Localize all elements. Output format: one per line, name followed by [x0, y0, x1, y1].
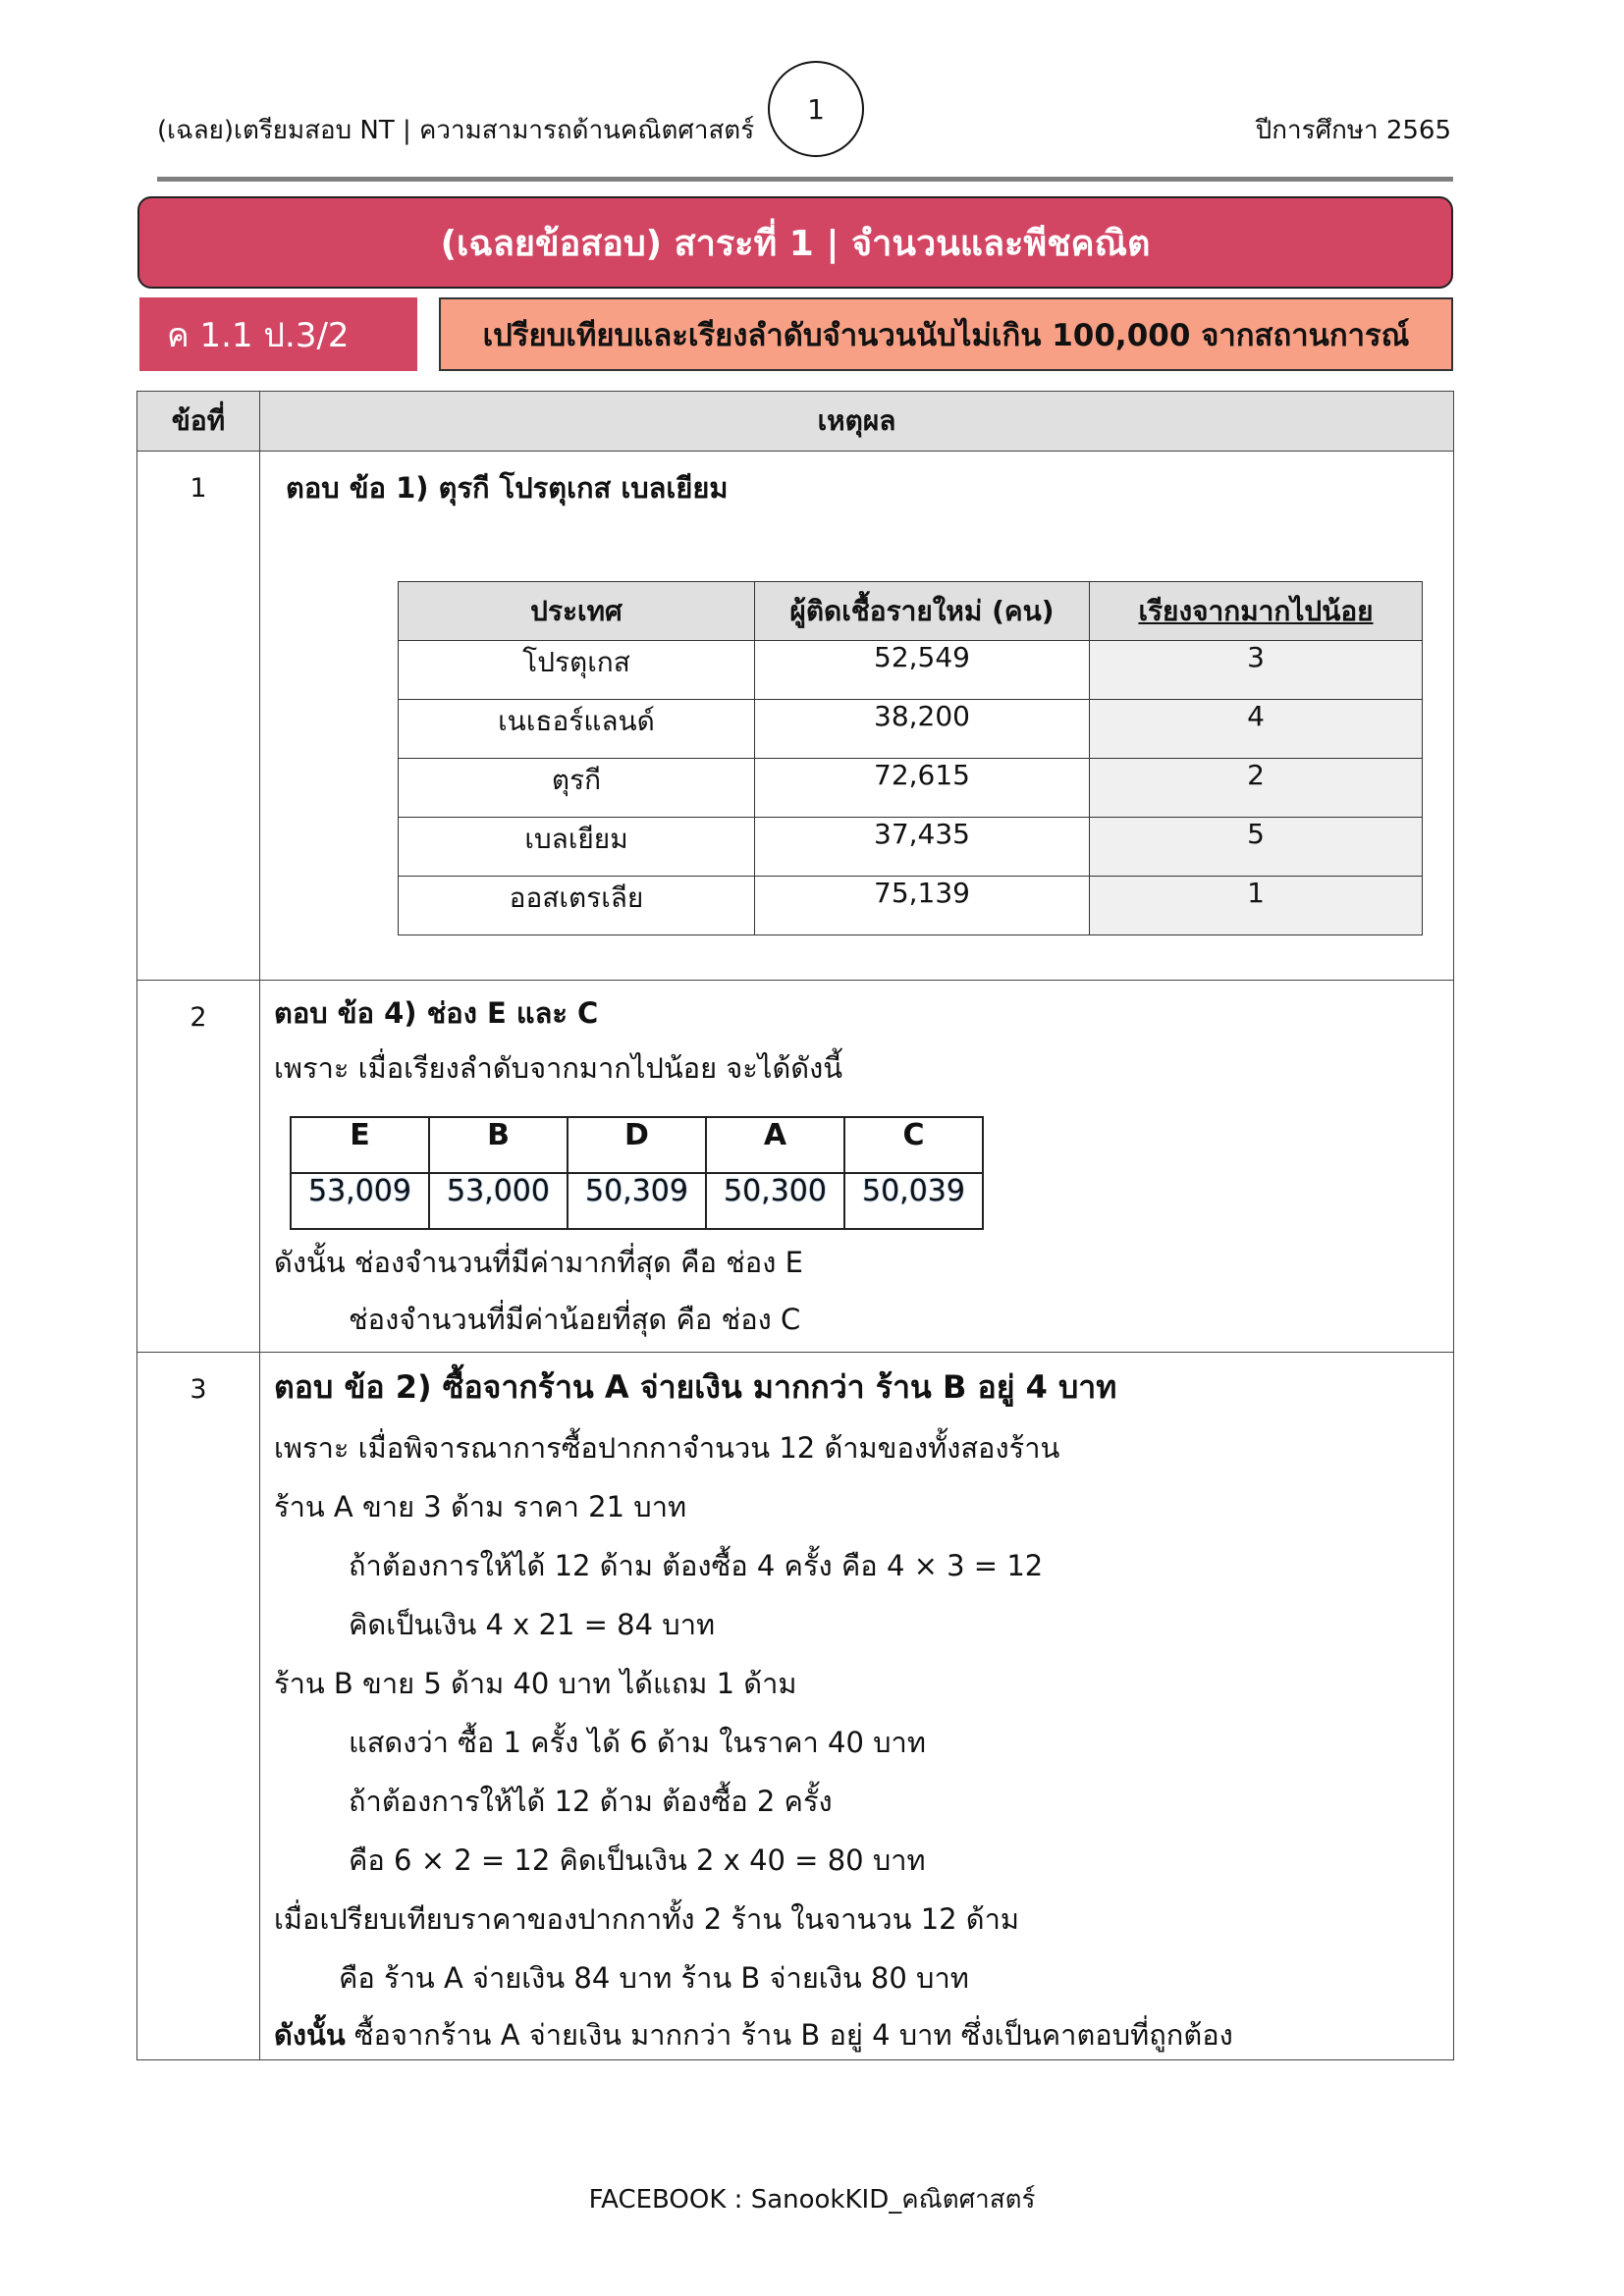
box-value: 53,009	[291, 1173, 429, 1229]
q3-line: แสดงว่า ซื้อ 1 ครั้ง ได้ 6 ด้าม ในราคา 40 บาท	[349, 1726, 926, 1759]
box-letter: A	[706, 1117, 844, 1173]
footer-text: FACEBOOK : SanookKID_คณิตศาสตร์	[588, 2185, 1036, 2215]
q2-answer: ตอบ ข้อ 4) ช่อง E และ C	[274, 996, 599, 1030]
q2-conclusion-2: ช่องจำนวนที่มีค่าน้อยที่สุด คือ ช่อง C	[349, 1303, 801, 1336]
item-number: 3	[189, 1374, 207, 1405]
box-value: 50,039	[844, 1173, 983, 1229]
cases-cell: 75,139	[755, 877, 1090, 935]
country-cell: โปรตุเกส	[399, 641, 755, 700]
q3-line: คือ 6 × 2 = 12 คิดเป็นเงิน 2 x 40 = 80 บาท	[349, 1843, 926, 1877]
header-left-text: (เฉลย)เตรียมสอบ NT | ความสามารถด้านคณิตศาสตร์	[157, 116, 755, 145]
answer-table-header	[137, 392, 1454, 452]
item-number: 1	[189, 473, 207, 504]
rank-cell: 5	[1090, 818, 1423, 877]
q3-final	[274, 2012, 1233, 2057]
header-divider	[157, 177, 1453, 182]
standard-code: ค 1.1 ป.3/2	[139, 297, 417, 371]
table-row	[399, 759, 1423, 818]
rank-cell: 1	[1090, 877, 1423, 935]
item-number-cell	[137, 1353, 260, 2060]
table-row-q3	[137, 1353, 1454, 2060]
box-value: 53,000	[429, 1173, 568, 1229]
country-cell: ตุรกี	[399, 759, 755, 818]
cases-cell: 52,549	[755, 641, 1090, 700]
box-letter: D	[568, 1117, 706, 1173]
q2-number-boxes	[290, 1116, 984, 1230]
header-reason: เหตุผล	[260, 392, 1454, 452]
q3-line: ถ้าต้องการให้ได้ 12 ด้าม ต้องซื้อ 2 ครั้ง	[349, 1785, 833, 1818]
reason-cell	[260, 452, 1454, 981]
header-right-text: ปีการศึกษา 2565	[1255, 116, 1451, 145]
q3-final-bold: ดังนั้น	[274, 2018, 346, 2052]
q2-conclusion-1: ดังนั้น ช่องจำนวนที่มีค่ามากที่สุด คือ ช่อง E	[274, 1246, 803, 1279]
country-cell: เบลเยียม	[399, 818, 755, 877]
cases-cell: 38,200	[755, 700, 1090, 759]
q3-line: คือ ร้าน A จ่ายเงิน 84 บาท ร้าน B จ่ายเงิน 80 บาท	[339, 1961, 969, 1995]
table-row	[399, 700, 1423, 759]
rank-cell: 4	[1090, 700, 1423, 759]
q3-line: ถ้าต้องการให้ได้ 12 ด้าม ต้องซื้อ 4 ครั้ง คือ 4 × 3 = 12	[349, 1549, 1044, 1582]
table-row	[399, 818, 1423, 877]
item-number-cell	[137, 452, 260, 981]
q3-line: ร้าน A ขาย 3 ด้าม ราคา 21 บาท	[274, 1490, 687, 1523]
page-number: 1	[768, 61, 864, 157]
box-letter: B	[429, 1117, 568, 1173]
answer-table	[136, 391, 1454, 2060]
q1-cases-header	[399, 582, 1423, 641]
q3-line: เพราะ เมื่อพิจารณาการซื้อปากกาจำนวน 12 ด้ามของทั้งสองร้าน	[274, 1431, 1060, 1465]
rank-cell: 3	[1090, 641, 1423, 700]
box-letters-row	[291, 1117, 983, 1173]
q3-line: คิดเป็นเงิน 4 x 21 = 84 บาท	[349, 1608, 716, 1641]
q2-intro: เพราะ เมื่อเรียงลำดับจากมากไปน้อย จะได้ดังนี้	[274, 1051, 843, 1085]
col-new-cases: ผู้ติดเชื้อรายใหม่ (คน)	[755, 582, 1090, 641]
item-number: 2	[189, 1002, 207, 1033]
rank-cell: 2	[1090, 759, 1423, 818]
box-letter: C	[844, 1117, 983, 1173]
country-cell: เนเธอร์แลนด์	[399, 700, 755, 759]
header-item-number: ข้อที่	[137, 392, 260, 452]
q3-answer: ตอบ ข้อ 2) ซื้อจากร้าน A จ่ายเงิน มากกว่า ร้าน B อยู่ 4 บาท	[274, 1368, 1117, 1406]
section-banner: (เฉลยข้อสอบ) สาระที่ 1 | จำนวนและพีชคณิต	[137, 196, 1453, 289]
table-row	[399, 877, 1423, 935]
box-values-row	[291, 1173, 983, 1229]
box-value: 50,300	[706, 1173, 844, 1229]
reason-cell	[260, 1353, 1454, 2060]
item-number-cell	[137, 981, 260, 1353]
col-country: ประเทศ	[399, 582, 755, 641]
table-row-q1	[137, 452, 1454, 981]
box-value: 50,309	[568, 1173, 706, 1229]
q1-cases-table	[398, 581, 1423, 935]
q3-line: ร้าน B ขาย 5 ด้าม 40 บาท ได้แถม 1 ด้าม	[274, 1667, 797, 1700]
standard-description: เปรียบเทียบและเรียงลำดับจำนวนนับไม่เกิน 100,000 จากสถานการณ์	[439, 297, 1453, 371]
table-row-q2	[137, 981, 1454, 1353]
q3-final-rest: ซื้อจากร้าน A จ่ายเงิน มากกว่า ร้าน B อยู่ 4 บาท ซึ่งเป็นคาตอบที่ถูกต้อง	[345, 2018, 1233, 2052]
cases-cell: 72,615	[755, 759, 1090, 818]
table-row	[399, 641, 1423, 700]
box-letter: E	[291, 1117, 429, 1173]
q1-answer: ตอบ ข้อ 1) ตุรกี โปรตุเกส เบลเยียม	[286, 471, 729, 505]
country-cell: ออสเตรเลีย	[399, 877, 755, 935]
col-rank: เรียงจากมากไปน้อย	[1090, 582, 1423, 641]
cases-cell: 37,435	[755, 818, 1090, 877]
q3-line: เมื่อเปรียบเทียบราคาของปากกาทั้ง 2 ร้าน ในจานวน 12 ด้าม	[274, 1902, 1020, 1936]
reason-cell	[260, 981, 1454, 1353]
